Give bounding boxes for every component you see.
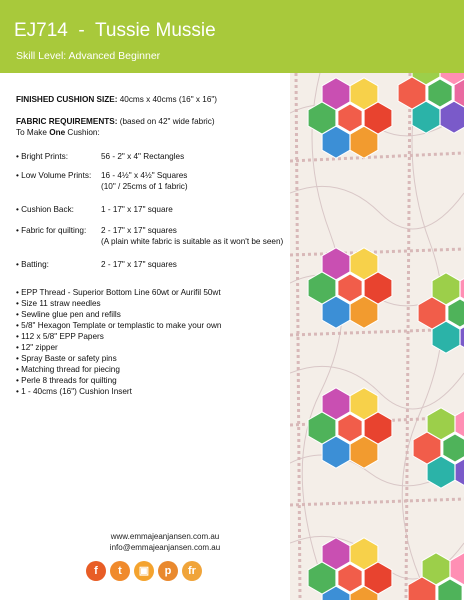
notion-item: • 12" zipper <box>16 343 58 352</box>
req-value: 2 - 17" x 17" squares <box>101 260 177 269</box>
notion-item: • 112 x 5/8" EPP Papers <box>16 332 104 341</box>
quilt-photo <box>290 73 464 600</box>
notions-list <box>16 287 221 397</box>
make-prefix: To Make <box>16 128 50 137</box>
req-value: 56 - 2" x 4" Rectangles <box>101 152 185 161</box>
fabric-requirements-note: (based on 42" wide fabric) <box>119 117 215 126</box>
req-value: 16 - 4½" x 4½" Squares <box>101 171 188 180</box>
req-label: • Fabric for quilting: <box>16 226 87 235</box>
req-label: • Bright Prints: <box>16 152 69 161</box>
make-line <box>16 127 286 138</box>
fabric-requirements-label: FABRIC REQUIREMENTS: <box>16 117 118 126</box>
email-link[interactable]: info@emmajeanjansen.com.au <box>109 543 221 552</box>
finished-size-label: FINISHED CUSHION SIZE: <box>16 95 118 104</box>
req-label: • Cushion Back: <box>16 205 74 214</box>
notion-item: • 5/8" Hexagon Template or templastic to make your own <box>16 321 222 330</box>
pinterest-icon[interactable]: p <box>158 561 178 581</box>
notion-item: • Perle 8 threads for quilting <box>16 376 117 385</box>
req-extra: (A plain white fabric is suitable as it won't be seen) <box>101 237 284 246</box>
website-link[interactable]: www.emmajeanjansen.com.au <box>110 532 220 541</box>
flickr-icon[interactable]: fr <box>182 561 202 581</box>
fabric-requirements-heading <box>16 116 286 127</box>
notion-item: • Size 11 straw needles <box>16 299 101 308</box>
req-label: • Low Volume Prints: <box>16 171 92 180</box>
skill-level: Skill Level: Advanced Beginner <box>16 50 161 62</box>
req-value: 2 - 17" x 17" squares <box>101 226 177 235</box>
req-label: • Batting: <box>16 260 49 269</box>
notion-item: • Spray Baste or safety pins <box>16 354 117 363</box>
make-suffix: Cushion: <box>65 128 100 137</box>
notion-item: • Sewline glue pen and refills <box>16 310 121 319</box>
contact-info <box>70 531 260 553</box>
finished-size-value: 40cms x 40cms (16" x 16") <box>119 95 218 104</box>
instagram-icon[interactable]: ▣ <box>134 561 154 581</box>
notion-item: • Matching thread for piecing <box>16 365 120 374</box>
make-bold: One <box>49 128 66 137</box>
finished-size <box>16 94 286 105</box>
req-extra: (10" / 25cms of 1 fabric) <box>101 182 188 191</box>
notion-item: • 1 - 40cms (16") Cushion Insert <box>16 387 132 396</box>
pattern-title: EJ714 - Tussie Mussie <box>14 20 216 41</box>
req-value: 1 - 17" x 17" square <box>101 205 173 214</box>
header-banner <box>0 0 464 73</box>
notion-item: • EPP Thread - Superior Bottom Line 60wt or Aurifil 50wt <box>16 288 221 297</box>
quilt-illustration <box>290 73 464 600</box>
facebook-icon[interactable]: f <box>86 561 106 581</box>
twitter-icon[interactable]: t <box>110 561 130 581</box>
